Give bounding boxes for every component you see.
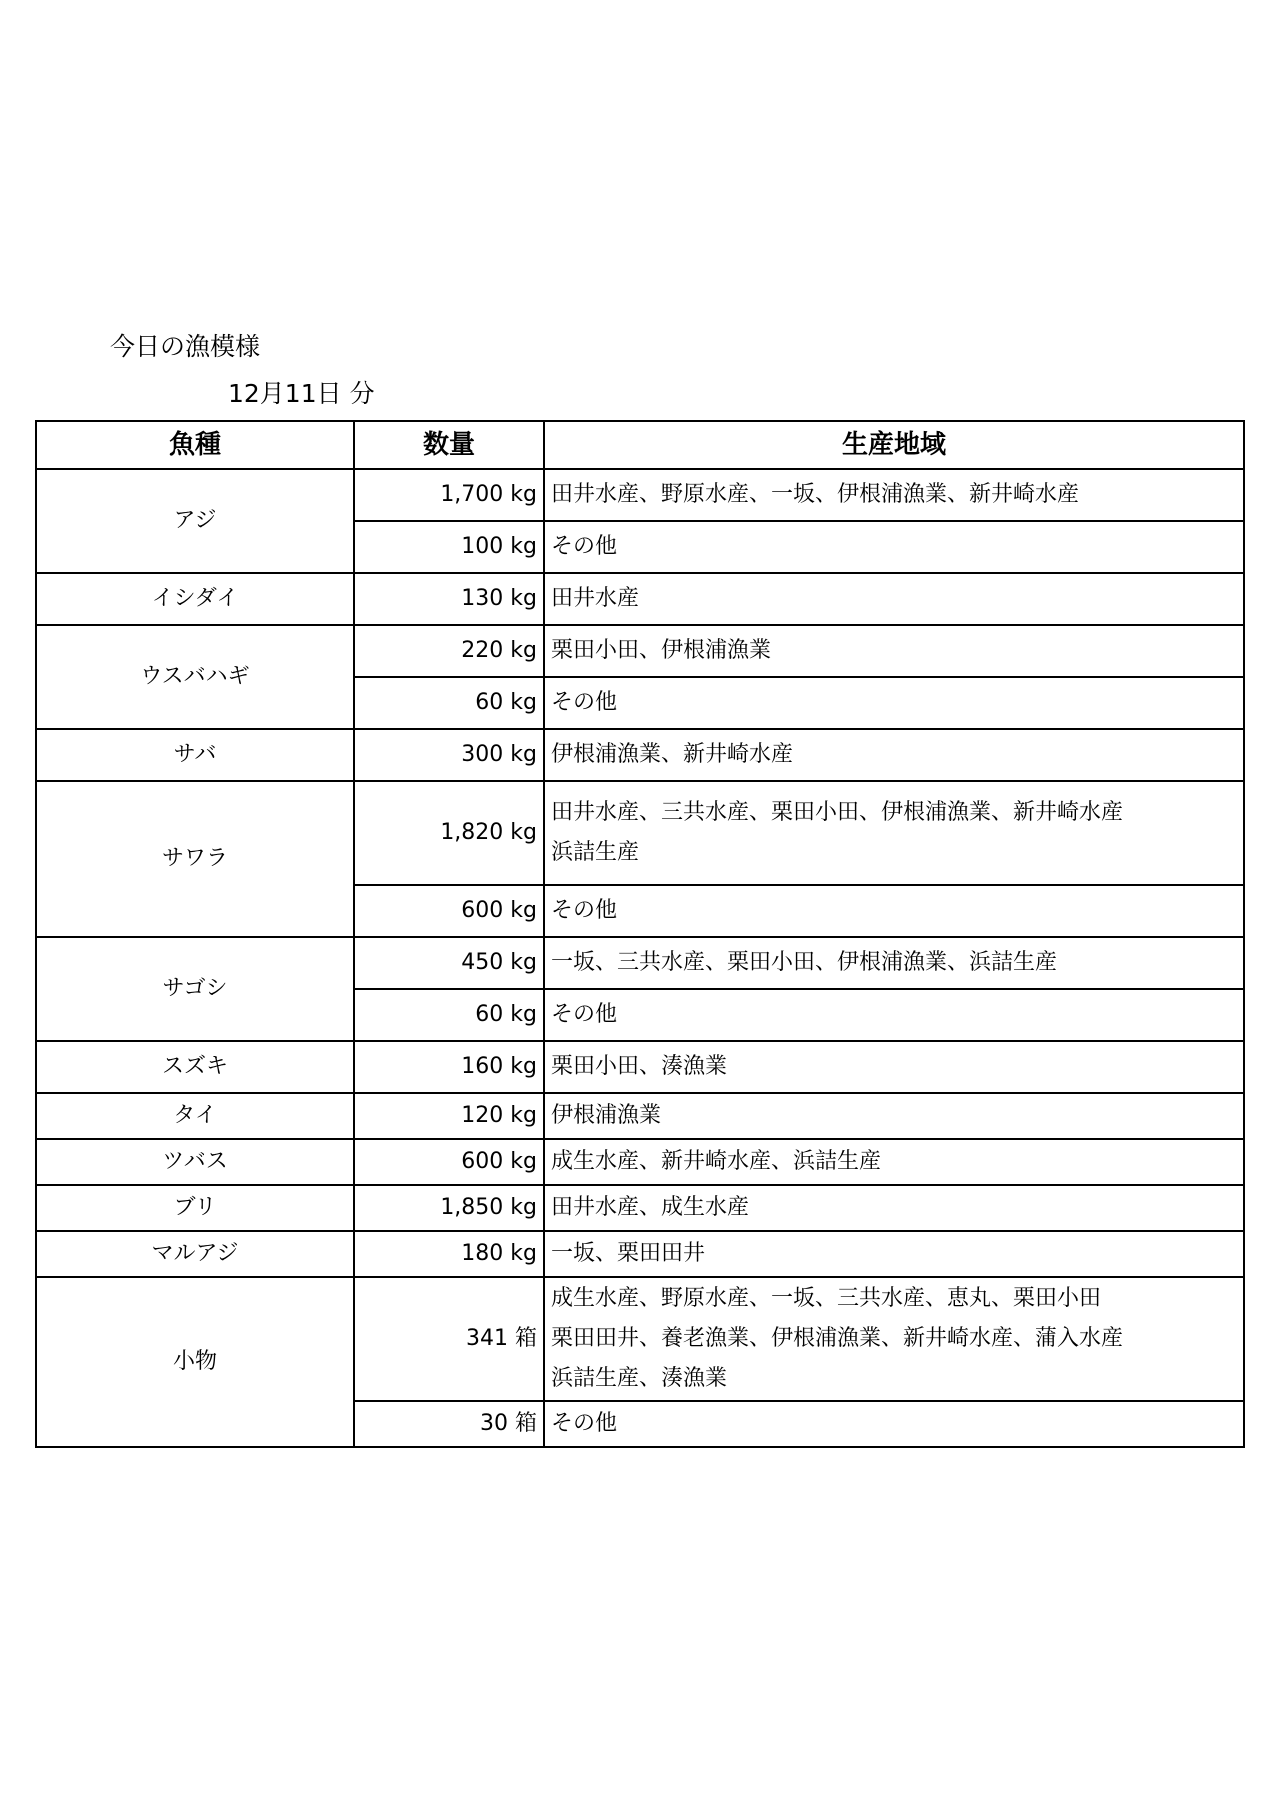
region-cell [544, 1401, 1244, 1447]
region-cell [544, 677, 1244, 729]
quantity-cell: 600 kg [354, 1139, 544, 1185]
fish-name-cell: アジ [36, 469, 354, 573]
quantity-cell: 100 kg [354, 521, 544, 573]
region-line: 伊根浦漁業 [551, 1103, 662, 1128]
quantity-cell: 120 kg [354, 1093, 544, 1139]
quantity-cell: 220 kg [354, 625, 544, 677]
catch-table-body [36, 469, 1244, 1447]
quantity-cell: 1,850 kg [354, 1185, 544, 1231]
region-cell [544, 1093, 1244, 1139]
table-row [36, 1041, 1244, 1093]
quantity-cell: 600 kg [354, 885, 544, 937]
region-line: 田井水産 [551, 586, 640, 611]
quantity-cell: 1,700 kg [354, 469, 544, 521]
region-cell [544, 989, 1244, 1041]
fish-name-cell: 小物 [36, 1277, 354, 1447]
region-cell [544, 573, 1244, 625]
quantity-cell: 450 kg [354, 937, 544, 989]
region-line: 田井水産、成生水産 [551, 1195, 750, 1220]
region-cell [544, 885, 1244, 937]
table-row [36, 1139, 1244, 1185]
region-cell [544, 1185, 1244, 1231]
header-quantity: 数量 [354, 421, 544, 469]
quantity-cell: 30 箱 [354, 1401, 544, 1447]
region-line: 浜詰生産、湊漁業 [551, 1366, 728, 1391]
region-cell [544, 1041, 1244, 1093]
region-cell [544, 625, 1244, 677]
fish-name-cell: サゴシ [36, 937, 354, 1041]
table-row [36, 573, 1244, 625]
quantity-cell: 1,820 kg [354, 781, 544, 885]
region-line: 田井水産、野原水産、一坂、伊根浦漁業、新井崎水産 [551, 482, 1080, 507]
region-cell [544, 781, 1244, 885]
region-cell [544, 469, 1244, 521]
table-row [36, 1277, 1244, 1401]
region-line: 田井水産、三共水産、栗田小田、伊根浦漁業、新井崎水産 [551, 800, 1124, 825]
region-line: 伊根浦漁業、新井崎水産 [551, 742, 794, 767]
table-row [36, 625, 1244, 677]
quantity-cell: 60 kg [354, 989, 544, 1041]
region-cell [544, 937, 1244, 989]
quantity-cell: 160 kg [354, 1041, 544, 1093]
fish-name-cell: ツバス [36, 1139, 354, 1185]
region-line: 栗田小田、伊根浦漁業 [551, 638, 772, 663]
table-row [36, 1185, 1244, 1231]
table-row [36, 1231, 1244, 1277]
table-header-row [36, 421, 1244, 469]
region-line: 栗田田井、養老漁業、伊根浦漁業、新井崎水産、蒲入水産 [551, 1326, 1124, 1351]
region-line: その他 [551, 1002, 618, 1027]
region-line: その他 [551, 690, 618, 715]
region-cell [544, 521, 1244, 573]
fish-name-cell: タイ [36, 1093, 354, 1139]
fish-name-cell: ブリ [36, 1185, 354, 1231]
report-date: 12月11日 分 [228, 379, 375, 408]
region-line: その他 [551, 898, 618, 923]
table-row [36, 937, 1244, 989]
quantity-cell: 341 箱 [354, 1277, 544, 1401]
region-line: 栗田小田、湊漁業 [551, 1054, 728, 1079]
region-line: 成生水産、新井崎水産、浜詰生産 [551, 1149, 882, 1174]
quantity-cell: 60 kg [354, 677, 544, 729]
table-row [36, 469, 1244, 521]
fish-name-cell: スズキ [36, 1041, 354, 1093]
region-cell [544, 729, 1244, 781]
fish-name-cell: イシダイ [36, 573, 354, 625]
page-title: 今日の漁模様 [110, 332, 261, 361]
quantity-cell: 180 kg [354, 1231, 544, 1277]
region-line: 一坂、三共水産、栗田小田、伊根浦漁業、浜詰生産 [551, 950, 1058, 975]
quantity-cell: 130 kg [354, 573, 544, 625]
region-line: 成生水産、野原水産、一坂、三共水産、恵丸、栗田小田 [551, 1286, 1102, 1311]
header-region: 生産地域 [544, 421, 1244, 469]
region-line: その他 [551, 1411, 618, 1436]
region-line: 一坂、栗田田井 [551, 1241, 706, 1266]
catch-table [35, 420, 1245, 1448]
fish-name-cell: サバ [36, 729, 354, 781]
region-cell [544, 1139, 1244, 1185]
table-row [36, 781, 1244, 885]
region-line: 浜詰生産 [551, 840, 640, 865]
table-row [36, 1093, 1244, 1139]
region-cell [544, 1231, 1244, 1277]
quantity-cell: 300 kg [354, 729, 544, 781]
region-line: その他 [551, 534, 618, 559]
fish-name-cell: マルアジ [36, 1231, 354, 1277]
header-fish: 魚種 [36, 421, 354, 469]
fish-name-cell: サワラ [36, 781, 354, 937]
region-cell [544, 1277, 1244, 1401]
table-row [36, 729, 1244, 781]
fish-name-cell: ウスバハギ [36, 625, 354, 729]
